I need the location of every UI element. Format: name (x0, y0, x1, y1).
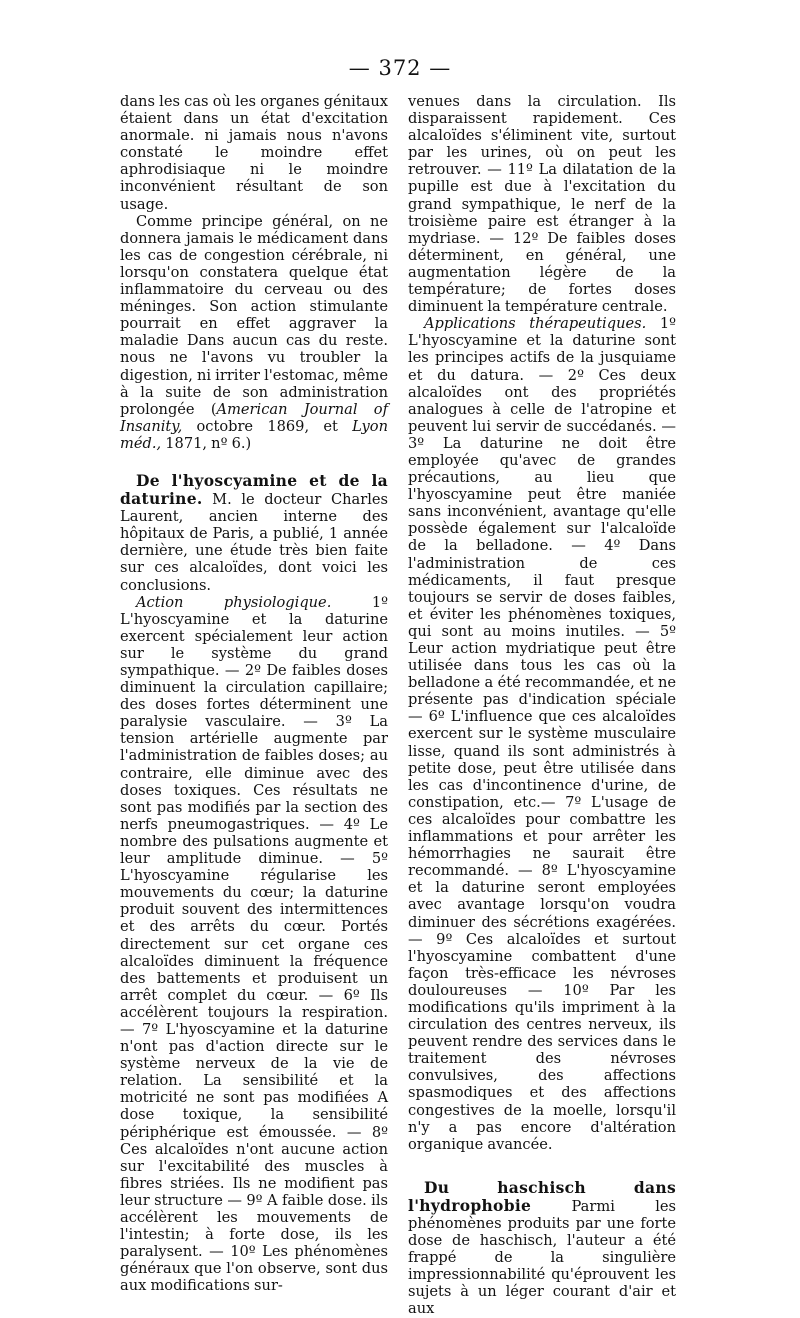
paragraph (120, 472, 388, 594)
right-column (408, 93, 676, 1318)
citation-source: American Journal of Insanity, (120, 400, 388, 435)
paragraph-text: 1º L'hyoscyamine et la daturine exercent spécialement leur action sur le système du grand sympathique. — 2º De faibles doses diminuent la circulation capillaire; des doses fortes déterminent une paralysie vasculaire. — 3º La tension artérielle augmente par l'administration de faibles doses; au contraire, elle diminue avec des doses toxiques. Ces résultats ne sont pas modifiés par la section des nerfs pneumogastriques. — 4º Le nombre des pulsations augmente et leur amplitude diminue. — 5º L'hyoscyamine régularise les mouvements du cœur; la daturine produit souvent des intermittences et des arrêts du cœur. Portés directement sur cet organe ces alcaloïdes diminuent la fréquence des battements et produisent un arrêt complet du cœur. — 6º Ils accélèrent toujours la respiration. — 7º L'hyoscyamine et la daturine n'ont pas d'action directe sur le système nerveux de la vie de relation. La sensibilité et la motricité ne sont pas modifiées A dose toxique, la sensibilité périphérique est émoussée. — 8º Ces alcaloïdes n'ont aucune action sur l'excitabilité des muscles à fibres striées. Ils ne modifient pas leur structure — 9º A faible dose. ils accélèrent les mouvements de l'intestin; à forte dose, ils les paralysent. — 10º Les phénomènes généraux que l'on observe, sont dus aux modifications sur- (120, 593, 388, 1295)
paragraph: venues dans la circulation. Ils disparaissent rapidement. Ces alcaloïdes s'éliminent vite, surtout par les urines, où on peut les retrouver. — 11º La dilatation de la pupille est due à l'excitation du grand sympathique, le nerf de la troisième paire est étranger à la mydriase. — 12º De faibles doses déterminent, en général, une augmentation légère de la température; de fortes doses diminuent la température centrale. (408, 93, 676, 316)
section-heading: Du haschisch dans l'hydrophobie (408, 1177, 676, 1215)
paragraph (408, 1179, 676, 1318)
paragraph-text: Parmi les phénomènes produits par une forte dose de haschisch, l'auteur a été frappé de la singulière impressionnabilité qu'éprouvent les sujets à un léger courant d'air et aux (408, 1197, 676, 1318)
paragraph: dans les cas où les organes génitaux étaient dans un état d'excitation anormale. ni jamais nous n'avons constaté le moindre effet aphrodisiaque ni le moindre inconvénient résultant de son usage. (120, 93, 388, 213)
paragraph-text: Comme principe général, on ne donnera jamais le médicament dans les cas de congestion cérébrale, ni lorsqu'on constatera quelque état inflammatoire du cerveau ou des méninges. Son action stimulante pourrait en effet aggraver la maladie Dans aucun cas du reste. nous ne l'avons vu troubler la digestion, ni irriter l'estomac, même à la suite de son administration prolongée ( (120, 212, 388, 418)
paragraph-text: 1871, nº 6.) (161, 434, 252, 452)
paragraph (408, 315, 676, 1153)
paragraph (120, 594, 388, 1295)
section-heading: De l'hyoscyamine et de la daturine. (120, 470, 388, 509)
paragraph-text: octobre 1869, et (182, 417, 353, 435)
citation-source: Lyon méd., (120, 417, 388, 452)
paragraph (120, 213, 388, 452)
paragraph-text: 1º L'hyoscyamine et la daturine sont les principes actifs de la jusquiame et du datura. — 2º Ces deux alcaloïdes ont des propriétés analogues à celle de l'atropine et peuvent lui servir de succédanés. — 3º La daturine ne doit être employée qu'avec de grandes précautions, au lieu que l'hyoscyamine peut être maniée sans inconvénient, avantage qu'elle possède également sur l'alcaloïde de la belladone. — 4º Dans l'administration de ces médicaments, il faut presque toujours se servir de doses faibles, et éviter les phénomènes toxiques, qui sont au moins inutiles. — 5º Leur action mydriatique peut être utilisée dans tous les cas où la belladone a été recommandée, et ne présente pas d'indication spéciale — 6º L'influence que ces alcaloïdes exercent sur le système musculaire lisse, quand ils sont administrés à petite dose, peut être utilisée dans les cas d'incontinence d'urine, de constipation, etc.— 7º L'usage de ces alcaloïdes pour combattre les inflammations et pour arrêter les hémorrhagies ne saurait être recommandé. — 8º L'hyoscyamine et la daturine seront employées avec avantage lorsqu'on voudra diminuer des sécrétions exagérées. — 9º Ces alcaloïdes et surtout l'hyoscyamine combattent d'une façon très-efficace les névroses douloureuses — 10º Par les modifications qu'ils impriment à la circulation des centres nerveux, ils peuvent rendre des services dans le traitement des névroses convulsives, des affections spasmodiques et des affections congestives de la moelle, lorsqu'il n'y a pas encore d'altération organique avancée. (408, 315, 676, 1153)
subheading: Applications thérapeutiques. (424, 315, 647, 333)
paragraph-text: M. le docteur Charles Laurent, ancien interne des hôpitaux de Paris, a publié, 1 année dernière, une étude très bien faite sur ces alcaloïdes, dont voici les conclusions. (120, 491, 388, 594)
left-column (120, 93, 388, 1294)
page-number: — 372 — (348, 56, 452, 80)
subheading: Action physiologique. (136, 593, 332, 611)
